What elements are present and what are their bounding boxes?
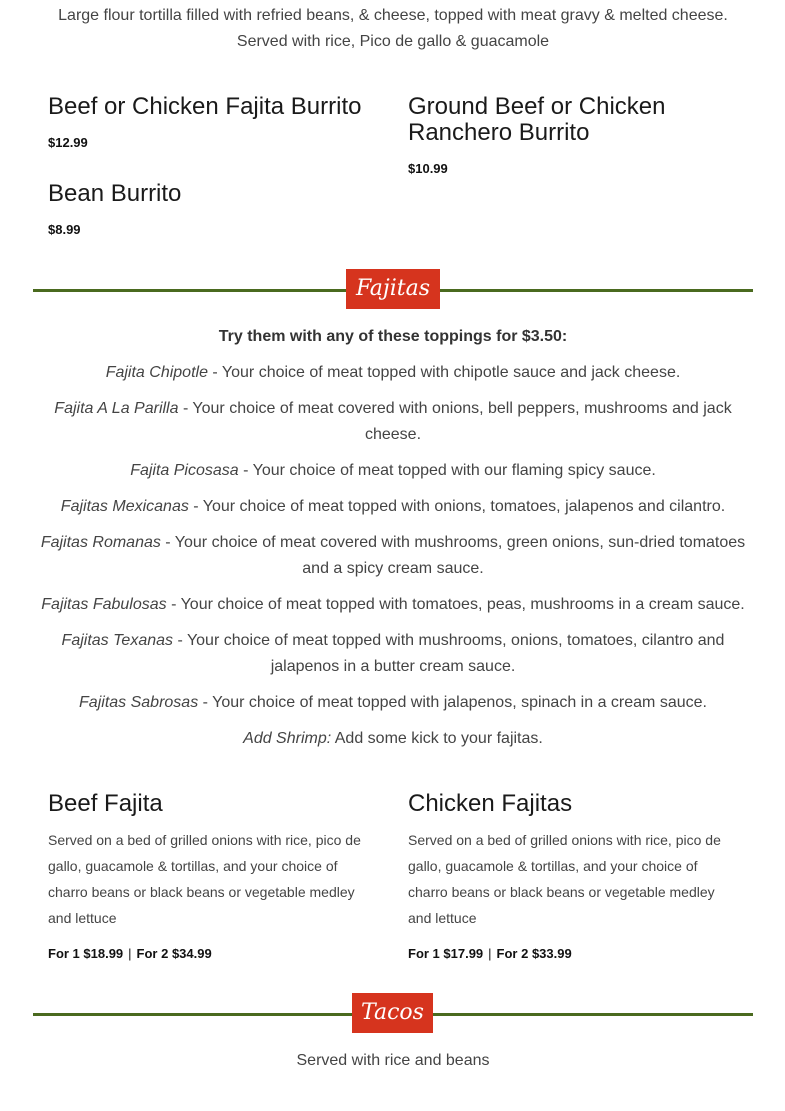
topping-item <box>33 530 753 582</box>
item-title: Bean Burrito <box>48 180 182 207</box>
topping-text: - Your choice of meat topped with mushrooms, onions, tomatoes, cilantro and jalapenos in a butter cream sauce. <box>173 632 725 675</box>
topping-name: Fajitas Sabrosas <box>79 694 199 711</box>
topping-name: Fajitas Mexicanas <box>60 498 189 515</box>
topping-text: - Your choice of meat covered with onions, bell peppers, mushrooms and jack cheese. <box>178 400 732 443</box>
topping-item <box>48 396 738 448</box>
topping-item <box>33 458 753 484</box>
price-separator: | <box>488 946 492 961</box>
toppings-intro: Try them with any of these toppings for $3.50: <box>218 328 568 345</box>
topping-name: Fajita Picosasa <box>130 462 239 479</box>
item-price: $10.99 <box>408 161 448 176</box>
section-badge-tacos: Tacos <box>352 993 433 1033</box>
topping-text: - Your choice of meat topped with our flaming spicy sauce. <box>238 462 656 479</box>
topping-text: - Your choice of meat covered with mushrooms, green onions, sun-dried tomatoes and a spicy cream sauce. <box>160 534 746 577</box>
topping-text: - Your choice of meat topped with onions, tomatoes, jalapenos and cilantro. <box>188 498 726 515</box>
topping-item <box>33 592 753 618</box>
item-price <box>408 944 572 964</box>
item-title: Beef or Chicken Fajita Burrito <box>48 93 362 120</box>
price-for-2: For 2 $33.99 <box>496 946 572 961</box>
item-title: Beef Fajita <box>48 790 163 817</box>
price-for-1: For 1 $17.99 <box>408 946 484 961</box>
topping-item <box>33 726 753 752</box>
item-description: Served on a bed of grilled onions with rice, pico de gallo, guacamole & tortillas, and your choice of charro beans or black beans or vegetable medley and lettuce <box>48 832 361 926</box>
topping-name: Fajita A La Parilla <box>54 400 179 417</box>
topping-text: - Your choice of meat topped with jalapenos, spinach in a cream sauce. <box>198 694 707 711</box>
topping-name: Add Shrimp: <box>243 730 332 747</box>
topping-name: Fajitas Romanas <box>40 534 161 551</box>
topping-text: - Your choice of meat topped with chipotle sauce and jack cheese. <box>207 364 681 381</box>
item-title-line: Ground Beef or Chicken <box>408 93 666 120</box>
item-title-line: Ranchero Burrito <box>408 119 590 146</box>
topping-name: Fajitas Texanas <box>61 632 174 649</box>
topping-name: Fajita Chipotle <box>105 364 208 381</box>
topping-item <box>33 690 753 716</box>
item-price: $12.99 <box>48 135 88 150</box>
item-price <box>48 944 212 964</box>
topping-item <box>33 360 753 386</box>
topping-text: Add some kick to your fajitas. <box>331 730 543 747</box>
topping-item <box>33 494 753 520</box>
price-separator: | <box>128 946 132 961</box>
item-description: Served on a bed of grilled onions with rice, pico de gallo, guacamole & tortillas, and your choice of charro beans or black beans or vegetable medley and lettuce <box>408 832 721 926</box>
item-title: Chicken Fajitas <box>408 790 573 817</box>
item-price: $8.99 <box>48 222 81 237</box>
topping-text: - Your choice of meat topped with tomatoes, peas, mushrooms in a cream sauce. <box>166 596 745 613</box>
description-line: Large flour tortilla filled with refried beans, & cheese, topped with meat gravy & melted cheese. <box>58 7 728 24</box>
tacos-intro: Served with rice and beans <box>296 1052 490 1069</box>
item-title <box>408 94 665 146</box>
topping-name: Fajitas Fabulosas <box>41 596 167 613</box>
price-for-1: For 1 $18.99 <box>48 946 124 961</box>
topping-item <box>48 628 738 680</box>
burrito-description <box>33 3 753 55</box>
section-badge-fajitas: Fajitas <box>346 269 440 309</box>
price-for-2: For 2 $34.99 <box>136 946 212 961</box>
description-line: Served with rice, Pico de gallo & guacamole <box>236 33 550 50</box>
